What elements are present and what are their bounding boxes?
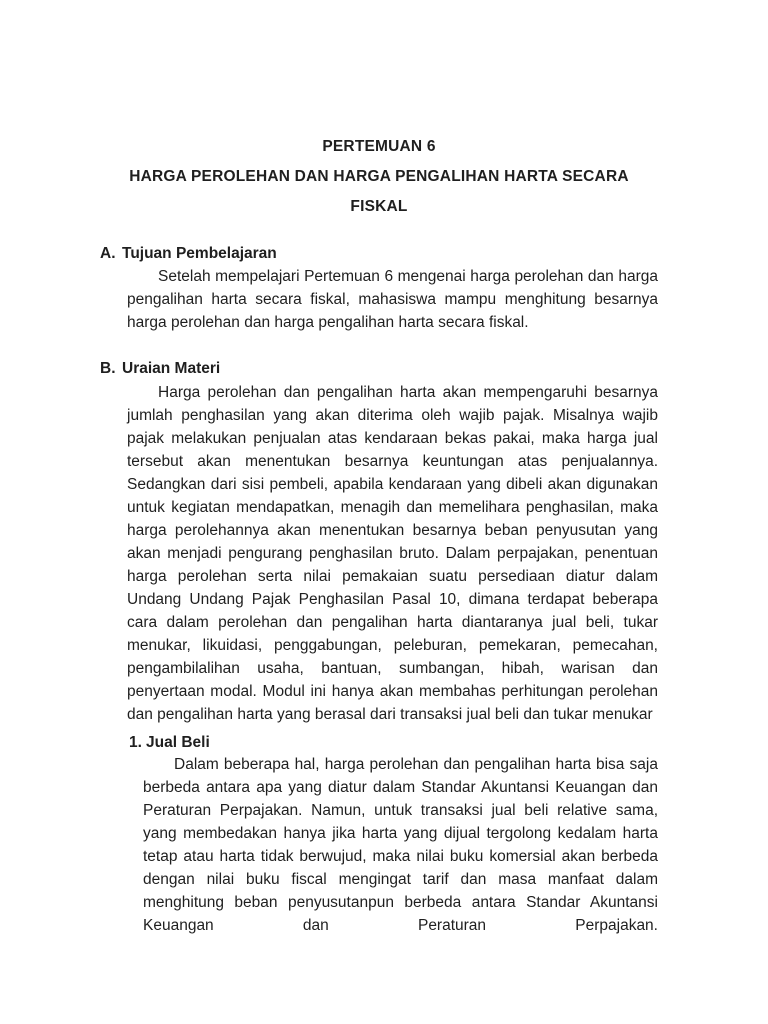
- section-b-heading: [100, 357, 220, 380]
- subsection-1-paragraph: Dalam beberapa hal, harga perolehan dan pengalihan harta bisa saja berbeda antara apa yang diatur dalam Standar Akuntansi Keuangan dan Peraturan Perpajakan. Namun, untuk transaksi jual beli relative sama, yang membedakan hanya jika harta yang dijual tergolong kedalam harta tetap atau harta tidak berwujud, maka nilai buku komersial akan berbeda dengan nilai buku fiscal mengingat tarif dan masa manfaat dalam menghitung beban penyusutanpun berbeda antara Standar Akuntansi Keuangan dan Peraturan Perpajakan.: [143, 756, 658, 934]
- title-line-main: HARGA PEROLEHAN DAN HARGA PENGALIHAN HARTA SECARA: [129, 168, 629, 185]
- title-line-fiskal: FISKAL: [350, 198, 408, 215]
- section-b-heading-text: Uraian Materi: [122, 360, 221, 377]
- section-b-paragraph: Harga perolehan dan pengalihan harta akan mempengaruhi besarnya jumlah penghasilan yang akan diterima oleh wajib pajak. Misalnya wajib pajak melakukan penjualan atas kendaraan bekas pakai, maka harga jual tersebut akan menentukan besarnya keuntungan atas penjualannya. Sedangkan dari sisi pembeli, apabila kendaraan yang dibeli akan digunakan untuk kegiatan mendapatkan, menagih dan memelihara penghasilan, maka harga perolehannya akan menentukan besarnya beban penyusutan yang akan menjadi pengurang penghasilan bruto. Dalam perpajakan, penentuan harga perolehan serta nilai pemakaian suatu persediaan diatur dalam Undang Undang Pajak Penghasilan Pasal 10, dimana terdapat beberapa cara dalam perolehan dan pengalihan harta diantaranya jual beli, tukar menukar, likuidasi, penggabungan, peleburan, pemekaran, pemecahan, pengambilalihan usaha, bantuan, sumbangan, hibah, warisan dan penyertaan modal. Modul ini hanya akan membahas perhitungan perolehan dan pengalihan harta yang berasal dari transaksi jual beli dan tukar menukar: [127, 384, 658, 723]
- title-line-pertemuan: PERTEMUAN 6: [322, 138, 436, 155]
- subsection-1-heading: [129, 731, 210, 754]
- section-a-heading: [100, 242, 277, 265]
- section-a-paragraph: Setelah mempelajari Pertemuan 6 mengenai harga perolehan dan harga pengalihan harta secara fiskal, mahasiswa mampu menghitung besarnya harga perolehan dan harga pengalihan harta secara fiskal.: [127, 268, 658, 331]
- document-title: [100, 132, 658, 222]
- section-a-label: A.: [100, 245, 116, 262]
- section-a-heading-text: Tujuan Pembelajaran: [122, 245, 277, 262]
- subsection-1-label: 1.: [129, 734, 142, 751]
- section-b-label: B.: [100, 360, 116, 377]
- subsection-1-heading-text: Jual Beli: [146, 734, 210, 751]
